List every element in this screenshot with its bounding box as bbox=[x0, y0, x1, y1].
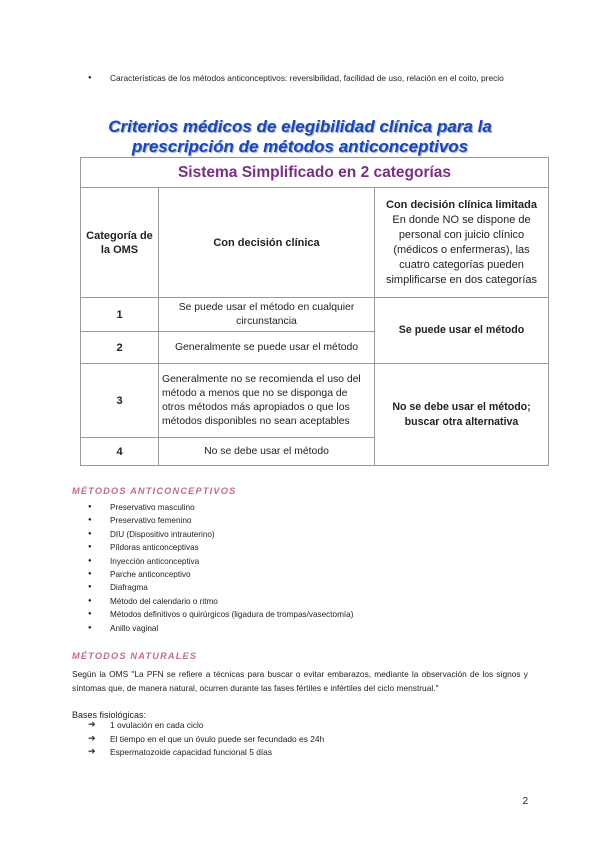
list-item: ● Método del calendario o ritmo bbox=[88, 595, 353, 608]
list-item: ● Inyección anticonceptiva bbox=[88, 555, 353, 568]
arrow-icon: ➔ bbox=[88, 746, 96, 757]
list-item: ● Preservativo femenino bbox=[88, 514, 353, 527]
figure-title bbox=[60, 117, 540, 157]
list-item: ● Diafragma bbox=[88, 581, 353, 594]
row-category-number: 1 bbox=[81, 298, 159, 332]
header-category: Categoría de la OMS bbox=[81, 188, 159, 298]
header-clinical-decision: Con decisión clínica bbox=[159, 188, 375, 298]
list-item: ● Anillo vaginal bbox=[88, 622, 353, 635]
intro-bullet-list bbox=[88, 71, 528, 86]
row-category-number: 2 bbox=[81, 332, 159, 364]
list-item: ● Características de los métodos anticonceptivos: reversibilidad, facilidad de uso, relación en el coito, precio bbox=[88, 71, 528, 86]
row-description: Generalmente se puede usar el método bbox=[159, 332, 375, 364]
list-item: ➔ 1 ovulación en cada ciclo bbox=[88, 719, 204, 730]
row-category-number: 3 bbox=[81, 364, 159, 438]
physiological-bases-label: Bases fisiológicas: bbox=[72, 710, 147, 720]
natural-methods-paragraph: Según la OMS "La PFN se refiere a técnicas para buscar o evitar embarazos, mediante la observación de los signos y síntomas que, de manera natural, ocurren durante las fases fértiles e infértiles del ciclo menstrual." bbox=[72, 669, 528, 693]
table-system-title: Sistema Simplificado en 2 categorías bbox=[81, 158, 549, 188]
header-limited-title: Con decisión clínica limitada bbox=[386, 198, 537, 211]
contraceptive-methods-list bbox=[88, 501, 353, 635]
group-cannot-use: No se debe usar el método; buscar otra alternativa bbox=[375, 364, 549, 466]
contraceptive-methods-heading: MÉTODOS ANTICONCEPTIVOS bbox=[72, 486, 237, 496]
physiological-bases-list bbox=[88, 719, 324, 760]
page-number: 2 bbox=[522, 796, 528, 807]
header-limited-decision bbox=[375, 188, 549, 298]
list-item: ● Métodos definitivos o quirúrgicos (ligadura de trompas/vasectomía) bbox=[88, 608, 353, 621]
list-item: ● Píldoras anticonceptivas bbox=[88, 541, 353, 554]
figure-title-line: Criterios médicos de elegibilidad clínica para la bbox=[108, 117, 492, 136]
list-item: ➔ Espermatozoide capacidad funcional 5 días bbox=[88, 746, 273, 758]
row-description: Generalmente no se recomienda el uso del método a menos que no se disponga de otros métodos más apropiados o que los métodos disponibles no sean aceptables bbox=[159, 364, 375, 438]
group-can-use: Se puede usar el método bbox=[375, 298, 549, 364]
header-limited-desc: En donde NO se dispone de personal con juicio clínico (médicos o enfermeras), las cuatro categorías pueden simplificarse en dos categorías bbox=[385, 213, 537, 286]
figure-title-line: prescripción de métodos anticonceptivos bbox=[131, 137, 469, 156]
row-category-number: 4 bbox=[81, 438, 159, 466]
list-item: ● Preservativo masculino bbox=[88, 501, 353, 514]
list-item: ➔ El tiempo en el que un óvulo puede ser fecundado es 24h bbox=[88, 732, 325, 744]
row-description: No se debe usar el método bbox=[159, 438, 375, 466]
row-description: Se puede usar el método en cualquier circunstancia bbox=[159, 298, 375, 332]
list-item: ● Parche anticonceptivo bbox=[88, 568, 353, 581]
eligibility-criteria-table bbox=[80, 157, 549, 466]
arrow-icon: ➔ bbox=[88, 719, 96, 729]
natural-methods-heading: MÉTODOS NATURALES bbox=[72, 651, 198, 661]
arrow-icon: ➔ bbox=[88, 732, 96, 743]
list-item: ● DIU (Dispositivo intrauterino) bbox=[88, 528, 353, 541]
